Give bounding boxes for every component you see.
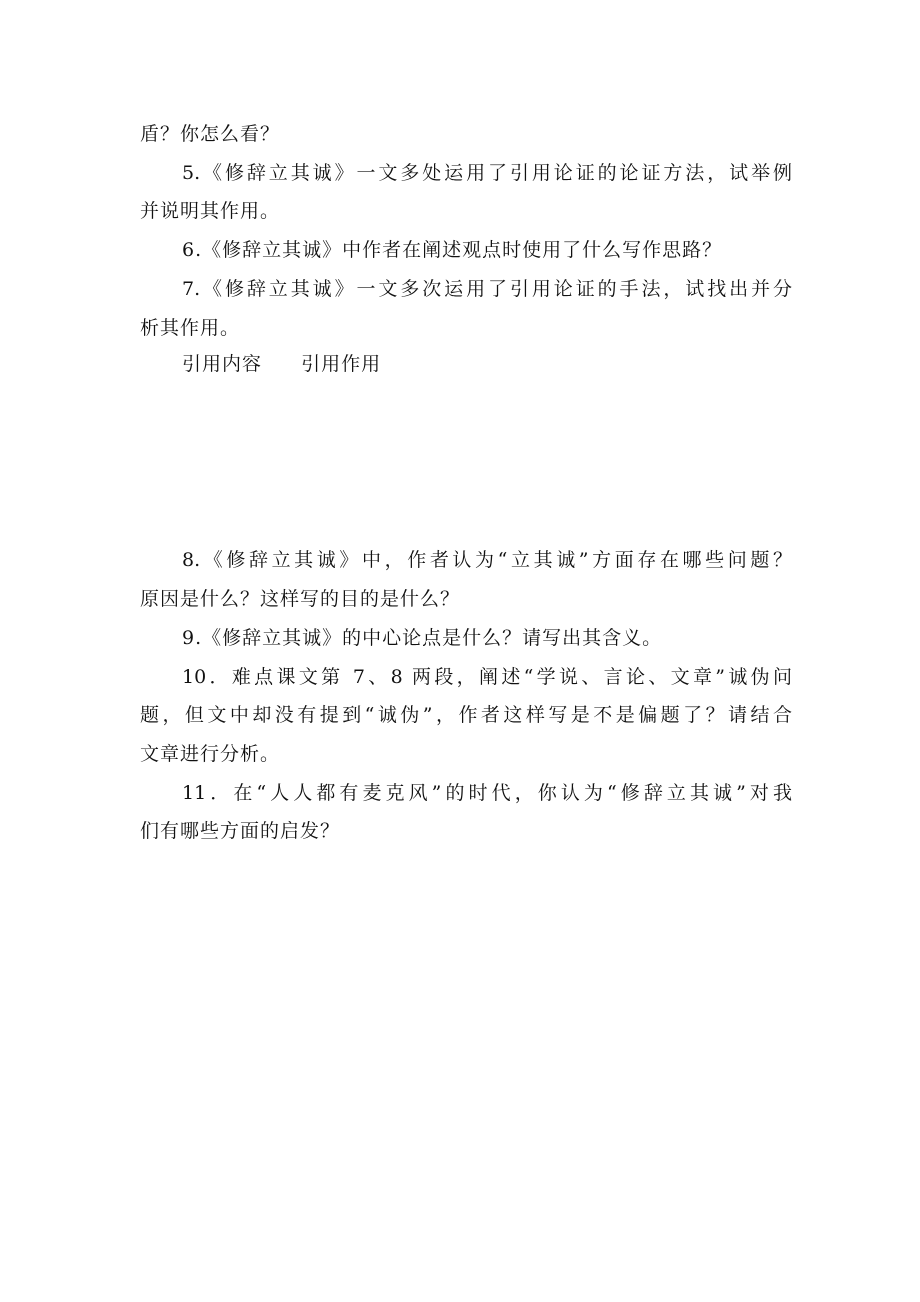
- question-5-line-1: 5.《修辞立其诚》一文多处运用了引用论证的论证方法，试举例: [182, 162, 792, 184]
- question-6: 6.《修辞立其诚》中作者在阐述观点时使用了什么写作思路？: [182, 239, 723, 261]
- table-header-quote-effect: 引用作用: [301, 353, 382, 375]
- question-11-line-2: 们有哪些方面的启发？: [140, 820, 341, 842]
- question-10-line-1: 10．难点课文第 7、8 两段，阐述“学说、言论、文章”诚伪问: [182, 666, 792, 688]
- question-7-line-2: 析其作用。: [140, 317, 241, 339]
- question-5-line-2: 并说明其作用。: [140, 200, 281, 222]
- question-7-line-1: 7.《修辞立其诚》一文多次运用了引用论证的手法，试找出并分: [182, 278, 792, 300]
- question-10-line-3: 文章进行分析。: [140, 743, 281, 765]
- question-11-line-1: 11．在“人人都有麦克风”的时代，你认为“修辞立其诚”对我: [182, 782, 792, 804]
- question-10-line-2: 题，但文中却没有提到“诚伪”，作者这样写是不是偏题了？请结合: [140, 704, 792, 726]
- question-8-line-1: 8.《修辞立其诚》中，作者认为“立其诚”方面存在哪些问题？: [182, 549, 792, 571]
- quote-table-header: [182, 352, 381, 376]
- question-8-line-2: 原因是什么？这样写的目的是什么？: [140, 588, 461, 610]
- table-header-quote-content: 引用内容: [182, 353, 263, 375]
- question-9: 9.《修辞立其诚》的中心论点是什么？请写出其含义。: [182, 627, 663, 649]
- question-4-continuation: 盾？你怎么看？: [140, 123, 281, 145]
